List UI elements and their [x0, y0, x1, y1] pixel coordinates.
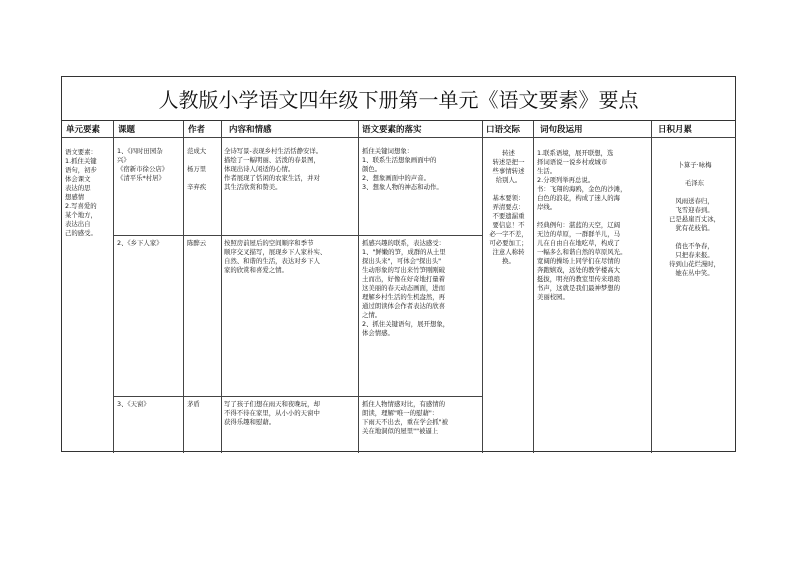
- unit-elements-cell: [65, 148, 112, 408]
- usage-cell: [537, 149, 651, 409]
- header-accumulate: 日积月累: [658, 125, 693, 135]
- text-line: 2.写喜爱的: [65, 202, 97, 210]
- text-line: 儿在自由自在地吃草，构成了: [537, 239, 621, 247]
- document-title: 人教版小学语文四年级下册第一单元《语文要素》要点: [62, 77, 735, 121]
- grid-line: [221, 121, 222, 453]
- header-element: 语文要素的落实: [362, 125, 422, 135]
- text-line: 这美丽的春天动态画面，进而: [362, 284, 446, 292]
- author-cell: [187, 239, 221, 394]
- content-cell: [224, 239, 358, 394]
- text-line: 想感情: [65, 193, 85, 201]
- header-oral: 口语交际: [486, 125, 521, 135]
- text-line: 理解乡村生活的生机盎然，再: [362, 293, 446, 301]
- author-cell: [187, 400, 221, 452]
- text-line: 抓感兴趣的联系，表达感受：: [362, 239, 446, 247]
- text-line: 经典例句：湛蓝的天空，辽阔: [537, 221, 621, 229]
- text-line: 体会课文: [65, 175, 91, 183]
- text-line: 抓住关键词想象：: [362, 147, 414, 155]
- content-cell: [224, 400, 358, 452]
- text-line: 她在丛中笑。: [675, 269, 714, 277]
- text-line: 土而出，好像在好奇地打量着: [362, 275, 446, 283]
- text-line: 探出头来"，可体会"探出头": [362, 257, 442, 265]
- grid-line: [183, 121, 184, 453]
- text-line: 表达的思: [65, 184, 91, 192]
- grid-line: [533, 121, 534, 453]
- text-line: 不得不待在家里，从小小的天窗中: [224, 409, 320, 417]
- text-line: 挺拔，明亮的教室里传来琅琅: [537, 275, 621, 283]
- text-line: 茅盾: [187, 400, 200, 408]
- header-divider: [62, 137, 736, 138]
- text-line: 转述是把一: [492, 158, 525, 166]
- text-line: 要信息！不: [492, 221, 525, 229]
- text-line: 注意人称转: [492, 248, 525, 256]
- lesson-cell: [117, 400, 183, 452]
- text-line: 顺序交叉描写，展现乡下人家朴实、: [224, 248, 327, 256]
- grid-line: [651, 121, 652, 453]
- element-cell: [362, 400, 482, 452]
- text-line: 1.抓住关键: [65, 157, 97, 165]
- lesson-cell: [117, 147, 183, 233]
- text-line: 家的欣赏和喜爱之情。: [224, 266, 288, 274]
- text-line: 毛泽东: [684, 179, 705, 187]
- text-line: 兴》: [117, 156, 130, 164]
- text-line: 宽阔的操场上同学们在尽情的: [537, 257, 621, 265]
- text-line: 奔跑嬉戏，远处的教学楼高大: [537, 266, 621, 274]
- text-line: 生活。: [537, 167, 557, 175]
- text-line: 体会情感。: [362, 329, 394, 337]
- grid-line: [113, 121, 114, 453]
- row-divider: [113, 235, 482, 236]
- text-line: 美丽校园。: [537, 293, 569, 301]
- text-line: 下雨天不出去，重在学会抓"被: [362, 418, 449, 426]
- text-line: 辛弃疾: [187, 183, 207, 191]
- text-line: 弄清要点：: [492, 203, 525, 211]
- text-line: 生动形象的写出来竹笋刚刚破: [362, 266, 446, 274]
- author-cell: [187, 147, 221, 233]
- text-line: 卜算子·咏梅: [677, 161, 712, 169]
- text-line: 1、"鲜嫩的笋，成群的从土里: [362, 248, 446, 256]
- text-line: 《宿新市徐公店》: [117, 165, 169, 173]
- text-line: 作者展现了恬闲的农家生活，并对: [224, 174, 320, 182]
- header-usage: 词句段运用: [540, 125, 583, 135]
- text-line: [653, 170, 736, 179]
- text-line: 之情。: [362, 311, 382, 319]
- text-line: 基本要领：: [492, 194, 525, 202]
- text-line: 犹有花枝俏。: [675, 224, 714, 232]
- text-line: 范成大: [187, 147, 207, 155]
- oral-cell: [484, 149, 533, 409]
- text-line: 关在地洞似的屋里""被逼上: [362, 427, 439, 435]
- text-line: 表达出自: [65, 220, 91, 228]
- text-line: 2、想象画面中的声音。: [362, 174, 430, 182]
- text-line: 俏也不争春，: [675, 242, 714, 250]
- text-line: [187, 156, 221, 165]
- header-unit: 单元要素: [66, 125, 101, 135]
- text-line: 白色的浪花，构成了迷人的海: [537, 194, 621, 202]
- header-content: 内容和情感: [229, 125, 272, 135]
- text-line: 1、联系生活想象画面中的: [362, 156, 437, 164]
- text-line: 可必要加工；: [489, 239, 528, 247]
- text-line: 书声，这就是我们最神梦想的: [537, 284, 621, 292]
- text-line: 转述: [502, 149, 515, 157]
- text-line: 描绘了一幅明丽、活泼的春景图，: [224, 156, 320, 164]
- text-line: 风雨送春归，: [675, 197, 714, 205]
- text-line: 1、《四时田园杂: [117, 147, 163, 155]
- summary-table: [61, 76, 736, 452]
- text-line: 换。: [502, 257, 515, 265]
- text-line: 按照房前屋后的空间顺序和季节: [224, 239, 314, 247]
- text-line: 待到山花烂漫时，: [668, 260, 721, 268]
- text-line: 全诗写景-表现乡村生活恬静安详。: [224, 147, 323, 155]
- text-line: 语句，初步: [65, 166, 97, 174]
- text-line: [653, 188, 736, 197]
- text-line: 岸线。: [537, 203, 557, 211]
- text-line: 通过朗读体会作者表达的欣喜: [362, 302, 446, 310]
- accumulate-cell: [653, 161, 736, 411]
- text-line: 2、抓住关键语句，展开想象，: [362, 320, 450, 328]
- text-line: 陈醉云: [187, 239, 207, 247]
- content-cell: [224, 147, 358, 233]
- text-line: 已是悬崖百丈冰，: [668, 215, 721, 223]
- text-line: 语文要素：: [65, 148, 97, 156]
- text-line: 无边的草原，一群群羊儿，马: [537, 230, 621, 238]
- text-line: 获得乐趣和慰藉。: [224, 418, 276, 426]
- text-line: 体现出诗人闲适的心情。: [224, 165, 295, 173]
- text-line: 其生活欣赏和赞美。: [224, 183, 282, 191]
- text-line: 1.联系语境，展开联想，选: [537, 149, 614, 157]
- text-line: 抓住人物情感对比，有感情的: [362, 400, 446, 408]
- text-line: 不要遗漏重: [492, 212, 525, 220]
- text-line: 必一字不差，: [489, 230, 528, 238]
- text-line: [537, 212, 651, 221]
- text-line: 朗读，理解"唯一的慰藉"：: [362, 409, 439, 417]
- text-line: 己的感受。: [65, 229, 97, 237]
- text-line: 给别人。: [495, 176, 522, 184]
- lesson-cell: [117, 239, 183, 394]
- grid-line: [482, 121, 483, 453]
- element-cell: [362, 147, 482, 233]
- text-line: 颜色。: [362, 165, 382, 173]
- header-author: 作者: [188, 125, 206, 135]
- text-line: 写了孩子们想在雨天和夜晚玩，却: [224, 400, 320, 408]
- text-line: 些事情转述: [492, 167, 525, 175]
- text-line: [653, 233, 736, 242]
- text-line: [187, 174, 221, 183]
- text-line: 3、想象人物的神态和动作。: [362, 183, 443, 191]
- text-line: 3、《天窗》: [117, 400, 150, 408]
- text-line: 自然、和谐的生活，表达对乡下人: [224, 257, 320, 265]
- element-cell: [362, 239, 482, 394]
- text-line: 只把春来报。: [675, 251, 714, 259]
- text-line: 《清平乐*村居》: [117, 174, 165, 182]
- grid-line: [358, 121, 359, 453]
- text-line: 择词语说一说乡村或城市: [537, 158, 608, 166]
- text-line: 一幅多么和谐自然的草原风光。: [537, 248, 627, 256]
- text-line: 书：飞翔的海鸥，金色的沙滩，: [537, 185, 627, 193]
- row-divider: [113, 396, 482, 397]
- text-line: 杨万里: [187, 165, 207, 173]
- text-line: 2.分项列举再总说。: [537, 176, 595, 184]
- header-lesson: 课题: [118, 125, 136, 135]
- text-line: 某个地方，: [65, 211, 97, 219]
- text-line: [484, 185, 533, 194]
- text-line: 飞雪迎春到。: [675, 206, 714, 214]
- text-line: 2、《乡下人家》: [117, 239, 163, 247]
